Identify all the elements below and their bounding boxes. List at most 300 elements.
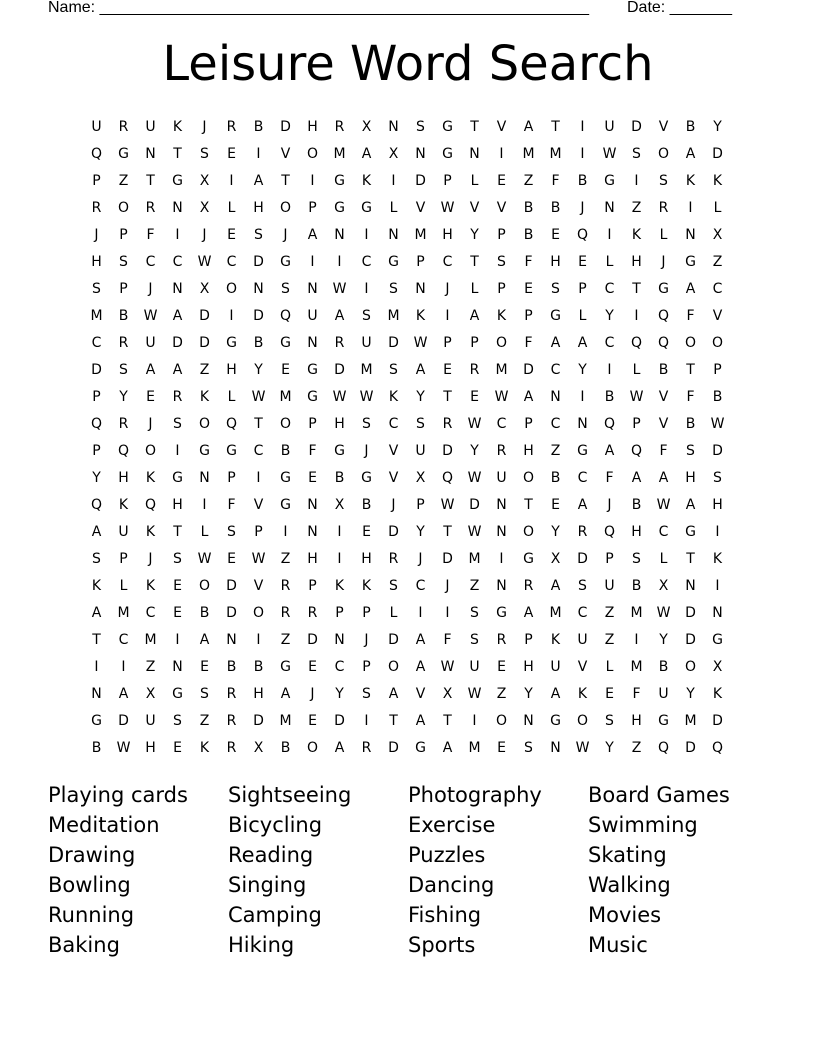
grid-letter: R (577, 523, 588, 540)
grid-letter: S (470, 631, 479, 648)
grid-letter: C (550, 415, 561, 432)
grid-letter: C (253, 442, 264, 459)
grid-letter: P (443, 172, 452, 189)
grid-letter: T (389, 712, 398, 729)
grid-letter: N (172, 199, 183, 216)
grid-letter: A (685, 145, 696, 162)
grid-letter: Z (631, 199, 642, 216)
grid-letter: R (658, 199, 669, 216)
grid-letter: G (307, 388, 318, 405)
grid-letter: V (496, 199, 507, 216)
grid-letter: L (470, 280, 479, 297)
grid-letter: Z (118, 172, 129, 189)
grid-letter: A (658, 469, 669, 486)
grid-letter: N (91, 685, 102, 702)
grid-letter: P (416, 253, 425, 270)
grid-letter: S (362, 307, 371, 324)
grid-letter: W (467, 415, 482, 432)
grid-letter: E (200, 658, 209, 675)
grid-letter: M (90, 307, 103, 324)
grid-letter: S (173, 550, 182, 567)
grid-letter: I (418, 604, 423, 621)
grid-letter: A (145, 361, 156, 378)
grid-letter: I (256, 469, 261, 486)
grid-letter: O (495, 712, 508, 729)
grid-letter: M (468, 550, 481, 567)
grid-letter: U (577, 631, 588, 648)
grid-letter: X (253, 739, 264, 756)
grid-letter: I (364, 712, 369, 729)
grid-letter: D (631, 118, 642, 135)
grid-letter: G (307, 361, 318, 378)
grid-letter: A (469, 307, 480, 324)
grid-letter: P (335, 604, 344, 621)
grid-letter: C (415, 577, 426, 594)
grid-letter: W (467, 523, 482, 540)
grid-letter: G (280, 658, 291, 675)
letter-grid (83, 113, 731, 761)
grid-letter: N (172, 658, 183, 675)
grid-letter: A (307, 226, 318, 243)
grid-letter: Z (604, 604, 615, 621)
grid-letter: I (580, 118, 585, 135)
grid-letter: A (361, 145, 372, 162)
grid-letter: P (470, 334, 479, 351)
grid-letter: G (334, 172, 345, 189)
grid-letter: F (308, 442, 317, 459)
grid-letter: U (307, 307, 318, 324)
grid-letter: S (362, 415, 371, 432)
word-list-item: Hiking (228, 933, 295, 957)
grid-letter: D (172, 334, 183, 351)
grid-letter: N (172, 280, 183, 297)
grid-letter: N (496, 577, 507, 594)
grid-letter: N (712, 604, 723, 621)
grid-letter: F (443, 631, 452, 648)
grid-letter: Q (657, 739, 670, 756)
grid-letter: F (227, 496, 236, 513)
grid-letter: A (685, 280, 696, 297)
grid-letter: E (578, 253, 587, 270)
grid-letter: G (172, 685, 183, 702)
grid-letter: D (199, 307, 210, 324)
grid-letter: O (225, 280, 238, 297)
grid-letter: E (173, 604, 182, 621)
grid-letter: N (307, 523, 318, 540)
grid-letter: E (551, 226, 560, 243)
grid-letter: P (119, 226, 128, 243)
grid-letter: T (470, 253, 479, 270)
word-list-item: Sports (408, 933, 476, 957)
grid-letter: I (715, 577, 720, 594)
grid-letter: S (362, 685, 371, 702)
grid-letter: K (712, 685, 723, 702)
grid-letter: F (605, 469, 614, 486)
grid-letter: S (416, 415, 425, 432)
grid-letter: J (661, 253, 666, 270)
grid-letter: S (200, 685, 209, 702)
grid-letter: B (685, 415, 696, 432)
word-list-item: Walking (588, 873, 671, 897)
grid-letter: A (253, 172, 264, 189)
grid-letter: I (391, 172, 396, 189)
grid-letter: D (226, 577, 237, 594)
grid-letter: T (443, 712, 452, 729)
grid-letter: X (550, 550, 561, 567)
grid-letter: Y (659, 631, 668, 648)
grid-letter: G (388, 253, 399, 270)
grid-letter: G (685, 523, 696, 540)
grid-letter: U (145, 712, 156, 729)
grid-letter: A (199, 631, 210, 648)
grid-letter: A (685, 496, 696, 513)
grid-letter: T (281, 172, 290, 189)
grid-letter: O (279, 199, 292, 216)
grid-letter: S (173, 415, 182, 432)
grid-letter: G (496, 604, 507, 621)
grid-letter: K (91, 577, 102, 594)
grid-letter: O (306, 739, 319, 756)
grid-letter: Z (523, 172, 534, 189)
grid-letter: V (658, 118, 669, 135)
word-list-item: Swimming (588, 813, 698, 837)
grid-letter: J (445, 577, 450, 594)
grid-letter: B (253, 118, 264, 135)
grid-letter: Q (90, 145, 103, 162)
grid-letter: T (146, 172, 155, 189)
grid-letter: B (280, 739, 291, 756)
grid-letter: J (607, 496, 612, 513)
grid-letter: W (332, 388, 347, 405)
grid-letter: R (226, 685, 237, 702)
grid-letter: G (172, 172, 183, 189)
grid-letter: I (634, 631, 639, 648)
grid-letter: O (711, 334, 724, 351)
grid-letter: F (524, 334, 533, 351)
grid-letter: D (388, 739, 399, 756)
grid-letter: R (523, 577, 534, 594)
grid-letter: D (253, 307, 264, 324)
grid-letter: A (550, 577, 561, 594)
grid-letter: S (92, 550, 101, 567)
grid-letter: D (334, 361, 345, 378)
header (0, 0, 816, 20)
grid-letter: E (173, 577, 182, 594)
grid-letter: B (604, 388, 615, 405)
grid-letter: H (307, 118, 318, 135)
grid-letter: S (713, 469, 722, 486)
grid-letter: E (227, 145, 236, 162)
grid-letter: V (415, 199, 426, 216)
grid-letter: E (497, 172, 506, 189)
grid-letter: R (226, 712, 237, 729)
grid-letter: O (387, 658, 400, 675)
grid-letter: B (523, 226, 534, 243)
grid-letter: J (580, 199, 585, 216)
grid-letter: C (361, 253, 372, 270)
grid-letter: Q (90, 415, 103, 432)
grid-letter: M (630, 604, 643, 621)
page-title: Leisure Word Search (162, 36, 654, 92)
grid-letter: K (631, 226, 642, 243)
grid-letter: O (684, 658, 697, 675)
grid-letter: Q (630, 334, 643, 351)
grid-letter: X (334, 496, 345, 513)
grid-letter: L (713, 199, 722, 216)
grid-letter: S (470, 604, 479, 621)
grid-letter: P (308, 577, 317, 594)
grid-letter: A (280, 685, 291, 702)
grid-letter: G (91, 712, 102, 729)
grid-letter: N (307, 334, 318, 351)
word-list-item: Fishing (408, 903, 482, 927)
grid-letter: V (469, 199, 480, 216)
grid-letter: E (443, 361, 452, 378)
grid-letter: V (712, 307, 723, 324)
grid-letter: K (199, 739, 210, 756)
grid-letter: L (227, 199, 236, 216)
grid-letter: G (118, 145, 129, 162)
grid-letter: C (334, 658, 345, 675)
grid-letter: B (550, 469, 561, 486)
grid-letter: G (658, 712, 669, 729)
grid-letter: A (172, 361, 183, 378)
grid-letter: J (418, 550, 423, 567)
grid-letter: F (551, 172, 560, 189)
grid-letter: S (92, 280, 101, 297)
grid-letter: R (118, 118, 129, 135)
grid-letter: S (119, 361, 128, 378)
grid-letter: O (522, 469, 535, 486)
grid-letter: M (549, 604, 562, 621)
grid-letter: Y (119, 388, 128, 405)
grid-letter: X (712, 226, 723, 243)
grid-letter: S (497, 253, 506, 270)
grid-letter: L (632, 361, 641, 378)
grid-letter: E (281, 361, 290, 378)
grid-letter: M (387, 307, 400, 324)
grid-letter: S (389, 577, 398, 594)
word-list (48, 780, 768, 960)
grid-letter: X (415, 469, 426, 486)
grid-letter: S (119, 253, 128, 270)
grid-letter: I (580, 388, 585, 405)
grid-letter: J (202, 226, 207, 243)
grid-letter: G (226, 334, 237, 351)
grid-letter: U (145, 118, 156, 135)
grid-letter: M (333, 145, 346, 162)
grid-letter: Y (470, 226, 479, 243)
grid-letter: S (227, 523, 236, 540)
grid-letter: L (227, 388, 236, 405)
grid-letter: T (551, 118, 560, 135)
grid-letter: R (145, 199, 156, 216)
grid-letter: G (199, 442, 210, 459)
word-list-item: Drawing (48, 843, 136, 867)
grid-letter: Z (199, 361, 210, 378)
grid-letter: Q (225, 415, 238, 432)
grid-letter: I (715, 523, 720, 540)
grid-letter: R (496, 631, 507, 648)
grid-letter: B (550, 199, 561, 216)
grid-letter: Z (496, 685, 507, 702)
grid-letter: W (467, 685, 482, 702)
grid-letter: I (310, 172, 315, 189)
grid-letter: K (145, 469, 156, 486)
grid-letter: G (685, 253, 696, 270)
grid-letter: E (470, 388, 479, 405)
grid-letter: O (198, 577, 211, 594)
grid-letter: I (175, 631, 180, 648)
grid-letter: P (92, 172, 101, 189)
grid-letter: V (388, 469, 399, 486)
grid-letter: W (116, 739, 131, 756)
grid-letter: C (712, 280, 723, 297)
grid-letter: L (605, 253, 614, 270)
grid-letter: Q (279, 307, 292, 324)
grid-letter: W (656, 604, 671, 621)
grid-letter: Y (335, 685, 344, 702)
grid-letter: G (280, 253, 291, 270)
grid-letter: M (279, 712, 292, 729)
grid-letter: X (442, 685, 453, 702)
grid-letter: D (415, 172, 426, 189)
grid-letter: S (281, 280, 290, 297)
grid-letter: G (280, 496, 291, 513)
grid-letter: I (175, 442, 180, 459)
grid-letter: G (334, 199, 345, 216)
grid-letter: M (360, 361, 373, 378)
grid-letter: Q (117, 442, 130, 459)
grid-letter: P (632, 415, 641, 432)
grid-letter: S (578, 577, 587, 594)
grid-letter: T (173, 523, 182, 540)
grid-letter: L (470, 172, 479, 189)
grid-letter: D (685, 739, 696, 756)
grid-letter: P (416, 496, 425, 513)
grid-letter: P (362, 658, 371, 675)
grid-letter: L (578, 307, 587, 324)
grid-letter: G (712, 631, 723, 648)
grid-letter: F (524, 253, 533, 270)
grid-letter: C (91, 334, 102, 351)
grid-letter: Y (416, 388, 425, 405)
grid-letter: A (118, 685, 129, 702)
grid-letter: P (524, 415, 533, 432)
grid-letter: J (391, 496, 396, 513)
grid-letter: S (524, 739, 533, 756)
grid-letter: W (710, 415, 725, 432)
grid-letter: S (551, 280, 560, 297)
grid-letter: N (496, 523, 507, 540)
grid-letter: J (202, 118, 207, 135)
grid-letter: Q (441, 469, 454, 486)
grid-letter: S (389, 361, 398, 378)
grid-letter: N (226, 631, 237, 648)
grid-letter: C (496, 415, 507, 432)
grid-letter: O (657, 145, 670, 162)
grid-letter: K (388, 388, 399, 405)
grid-letter: N (307, 496, 318, 513)
word-list-item: Dancing (408, 873, 495, 897)
grid-letter: O (252, 604, 265, 621)
grid-letter: T (470, 118, 479, 135)
grid-letter: A (523, 118, 534, 135)
grid-letter: L (119, 577, 128, 594)
grid-letter: T (173, 145, 182, 162)
grid-letter: N (550, 388, 561, 405)
grid-letter: A (604, 442, 615, 459)
grid-letter: Z (550, 442, 561, 459)
grid-letter: R (307, 604, 318, 621)
grid-letter: R (334, 118, 345, 135)
grid-letter: T (524, 496, 533, 513)
grid-letter: D (118, 712, 129, 729)
word-list-item: Sightseeing (228, 783, 352, 807)
grid-letter: G (415, 739, 426, 756)
grid-letter: W (332, 280, 347, 297)
grid-letter: I (445, 307, 450, 324)
grid-letter: O (495, 334, 508, 351)
grid-letter: V (658, 415, 669, 432)
grid-letter: T (443, 388, 452, 405)
grid-letter: H (226, 361, 237, 378)
grid-letter: C (388, 415, 399, 432)
grid-letter: E (227, 226, 236, 243)
grid-letter: P (578, 280, 587, 297)
grid-letter: Y (92, 469, 101, 486)
grid-letter: A (550, 685, 561, 702)
word-list-item: Photography (408, 783, 542, 807)
grid-letter: V (253, 577, 264, 594)
grid-letter: K (118, 496, 129, 513)
grid-letter: I (94, 658, 99, 675)
word-list-item: Baking (48, 933, 120, 957)
grid-letter: U (145, 334, 156, 351)
grid-letter: T (686, 550, 695, 567)
grid-letter: G (523, 550, 534, 567)
grid-letter: E (308, 658, 317, 675)
grid-letter: Z (469, 577, 480, 594)
grid-letter: O (576, 712, 589, 729)
grid-letter: H (550, 253, 561, 270)
grid-letter: I (256, 145, 261, 162)
grid-letter: A (577, 334, 588, 351)
grid-letter: C (145, 253, 156, 270)
grid-letter: U (361, 334, 372, 351)
grid-letter: G (658, 280, 669, 297)
grid-letter: A (523, 388, 534, 405)
grid-letter: U (415, 442, 426, 459)
grid-letter: U (469, 658, 480, 675)
grid-letter: U (604, 118, 615, 135)
grid-letter: B (361, 496, 372, 513)
grid-letter: N (199, 469, 210, 486)
grid-letter: D (280, 118, 291, 135)
grid-letter: E (497, 658, 506, 675)
grid-letter: W (440, 496, 455, 513)
grid-letter: P (362, 604, 371, 621)
grid-letter: Y (416, 523, 425, 540)
grid-letter: B (118, 307, 129, 324)
grid-letter: W (467, 469, 482, 486)
name-field: Name: _______________________________________________________ (48, 0, 589, 16)
grid-letter: K (145, 577, 156, 594)
grid-letter: K (712, 172, 723, 189)
grid-letter: D (712, 145, 723, 162)
grid-letter: C (550, 361, 561, 378)
grid-letter: P (524, 631, 533, 648)
